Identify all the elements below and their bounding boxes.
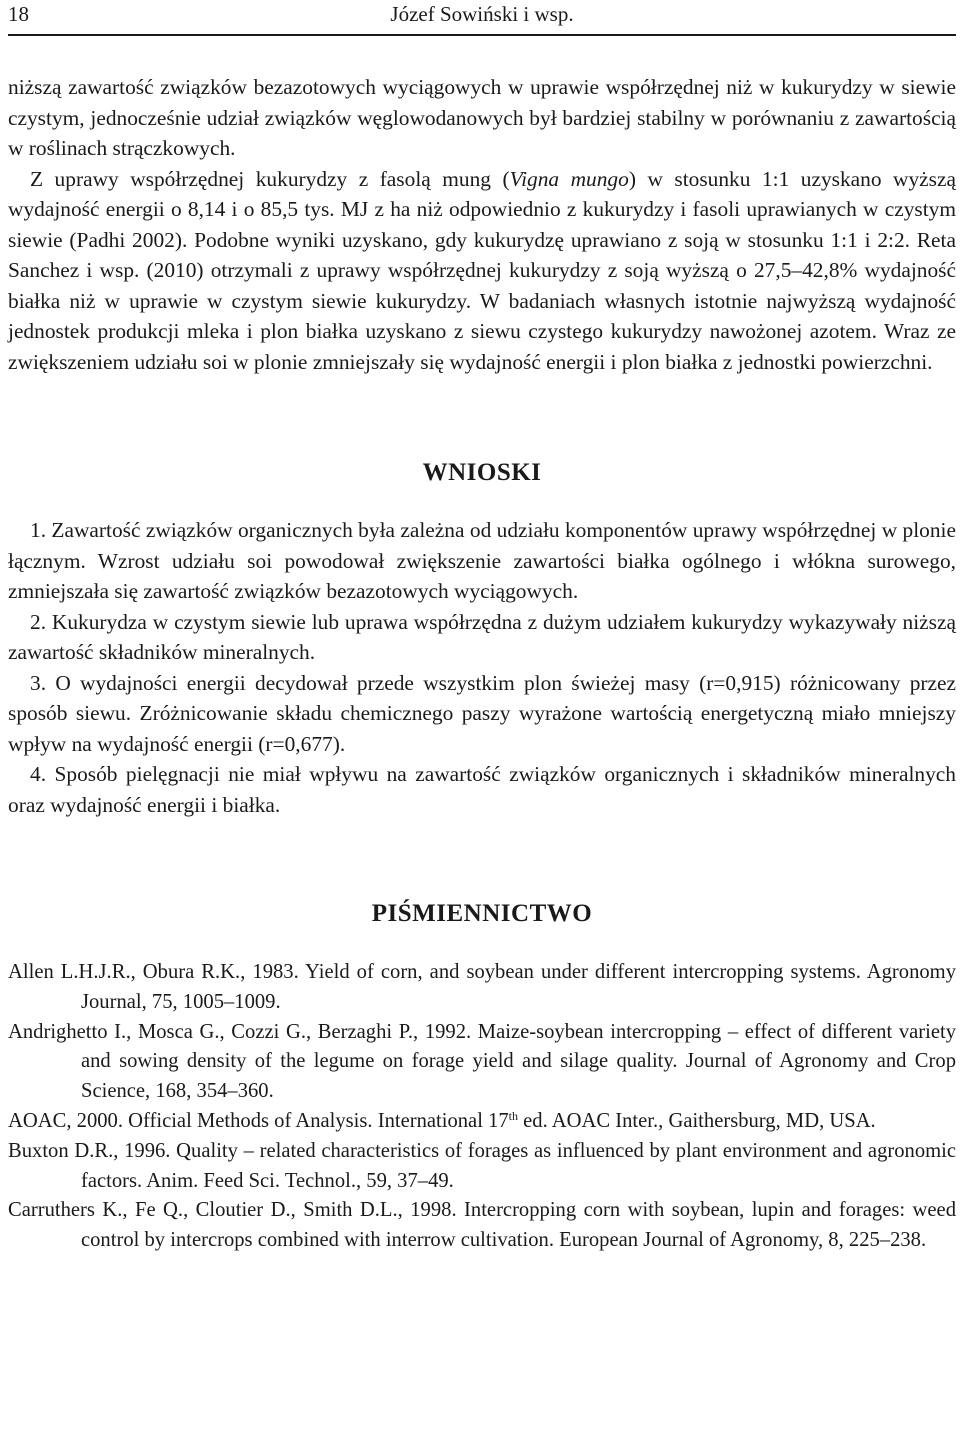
conclusion-item: 2. Kukurydza w czystym siewie lub uprawa współrzędna z dużym udziałem kukurydzy wykazywały niższą zawartość składników mineralnych. <box>8 609 956 664</box>
body-paragraph-continued: niższą zawartość związków bezazotowych wyciągowych w uprawie współrzędnej niż w kukurydzy w siewie czystym, jednocześnie udział związków węglowodanowych był bardziej stabilny w porównaniu z zawartością w roślinach strączkowych. <box>8 75 956 160</box>
reference-entry: Allen L.H.J.R., Obura R.K., 1983. Yield of corn, and soybean under different intercropping systems. Agronomy Journal, 75, 1005–1009. <box>8 961 956 1013</box>
reference-text-span: ed. AOAC Inter., Gaithersburg, MD, USA. <box>518 1109 876 1132</box>
references-list <box>8 958 956 1256</box>
reference-entry <box>8 1107 956 1137</box>
body-paragraph <box>8 164 956 378</box>
reference-entry: Carruthers K., Fe Q., Cloutier D., Smith D.L., 1998. Intercropping corn with soybean, lupin and forages: weed control by intercrops combined with interrow cultivation. European Journal of Agronomy, 8, 225–238. <box>8 1199 956 1252</box>
page-number: 18 <box>8 2 29 26</box>
ordinal-superscript: th <box>508 1108 519 1123</box>
reference-text-span: AOAC, 2000. Official Methods of Analysis. International 17 <box>8 1109 509 1132</box>
species-name: Vigna mungo <box>509 166 629 191</box>
document-page <box>8 0 956 1256</box>
body-text-span: Z uprawy współrzędnej kukurydzy z fasolą mung ( <box>30 166 510 191</box>
conclusion-item: 4. Sposób pielęgnacji nie miał wpływu na zawartość związków organicznych i składników mineralnych oraz wydajność energii i białka. <box>8 762 956 817</box>
reference-entry: Andrighetto I., Mosca G., Cozzi G., Berzaghi P., 1992. Maize-soybean intercropping – effect of different variety and sowing density of the legume on forage yield and silage quality. Journal of Agronomy and Crop Science, 168, 354–360. <box>8 1020 956 1103</box>
conclusions-heading: WNIOSKI <box>422 459 542 486</box>
references-heading: PIŚMIENNICTWO <box>371 900 593 927</box>
body-text <box>8 72 956 377</box>
running-header <box>8 0 956 36</box>
conclusion-item: 3. O wydajności energii decydował przede wszystkim plon świeżej masy (r=0,915) różnicowany przez sposób siewu. Zróżnicowanie składu chemicznego paszy wyrażone wartością energetyczną miało mniejszy wpływ na wydajność energii (r=0,677). <box>8 670 956 756</box>
body-text-span: ) w stosunku 1:1 uzyskano wyższą wydajność energii o 8,14 i o 85,5 tys. MJ z ha niż odpowiednio z kukurydzy i fasoli uprawianych w czystym siewie (Padhi 2002). Podobne wyniki uzyskano, gdy kukurydzę uprawiano z soją w stosunku 1:1 i 2:2. Reta Sanchez i wsp. (2010) otrzymali z uprawy współrzędnej kukurydzy z soją wyższą o 27,5–42,8% wydajność białka niż w uprawie w czystym siewie kukurydzy. W badaniach własnych istotnie najwyższą wydajność jednostek produkcji mleka i plon białka uzyskano z siewu czystego kukurydzy nawożonej azotem. Wraz ze zwiększeniem udziału soi w plonie zmniejszały się wydajność energii i plon białka z jednostki powierzchni. <box>8 166 956 374</box>
conclusions-list <box>8 515 956 820</box>
header-author: Józef Sowiński i wsp. <box>390 2 574 26</box>
reference-entry: Buxton D.R., 1996. Quality – related characteristics of forages as influenced by plant environment and agronomic factors. Anim. Feed Sci. Technol., 59, 37–49. <box>8 1139 956 1192</box>
conclusion-item: 1. Zawartość związków organicznych była zależna od udziału komponentów uprawy współrzędnej w plonie łącznym. Wzrost udziału soi powodował zwiększenie zawartości białka ogólnego i włókna surowego, zmniejszała się zawartość związków bezazotowych wyciągowych. <box>8 518 956 603</box>
